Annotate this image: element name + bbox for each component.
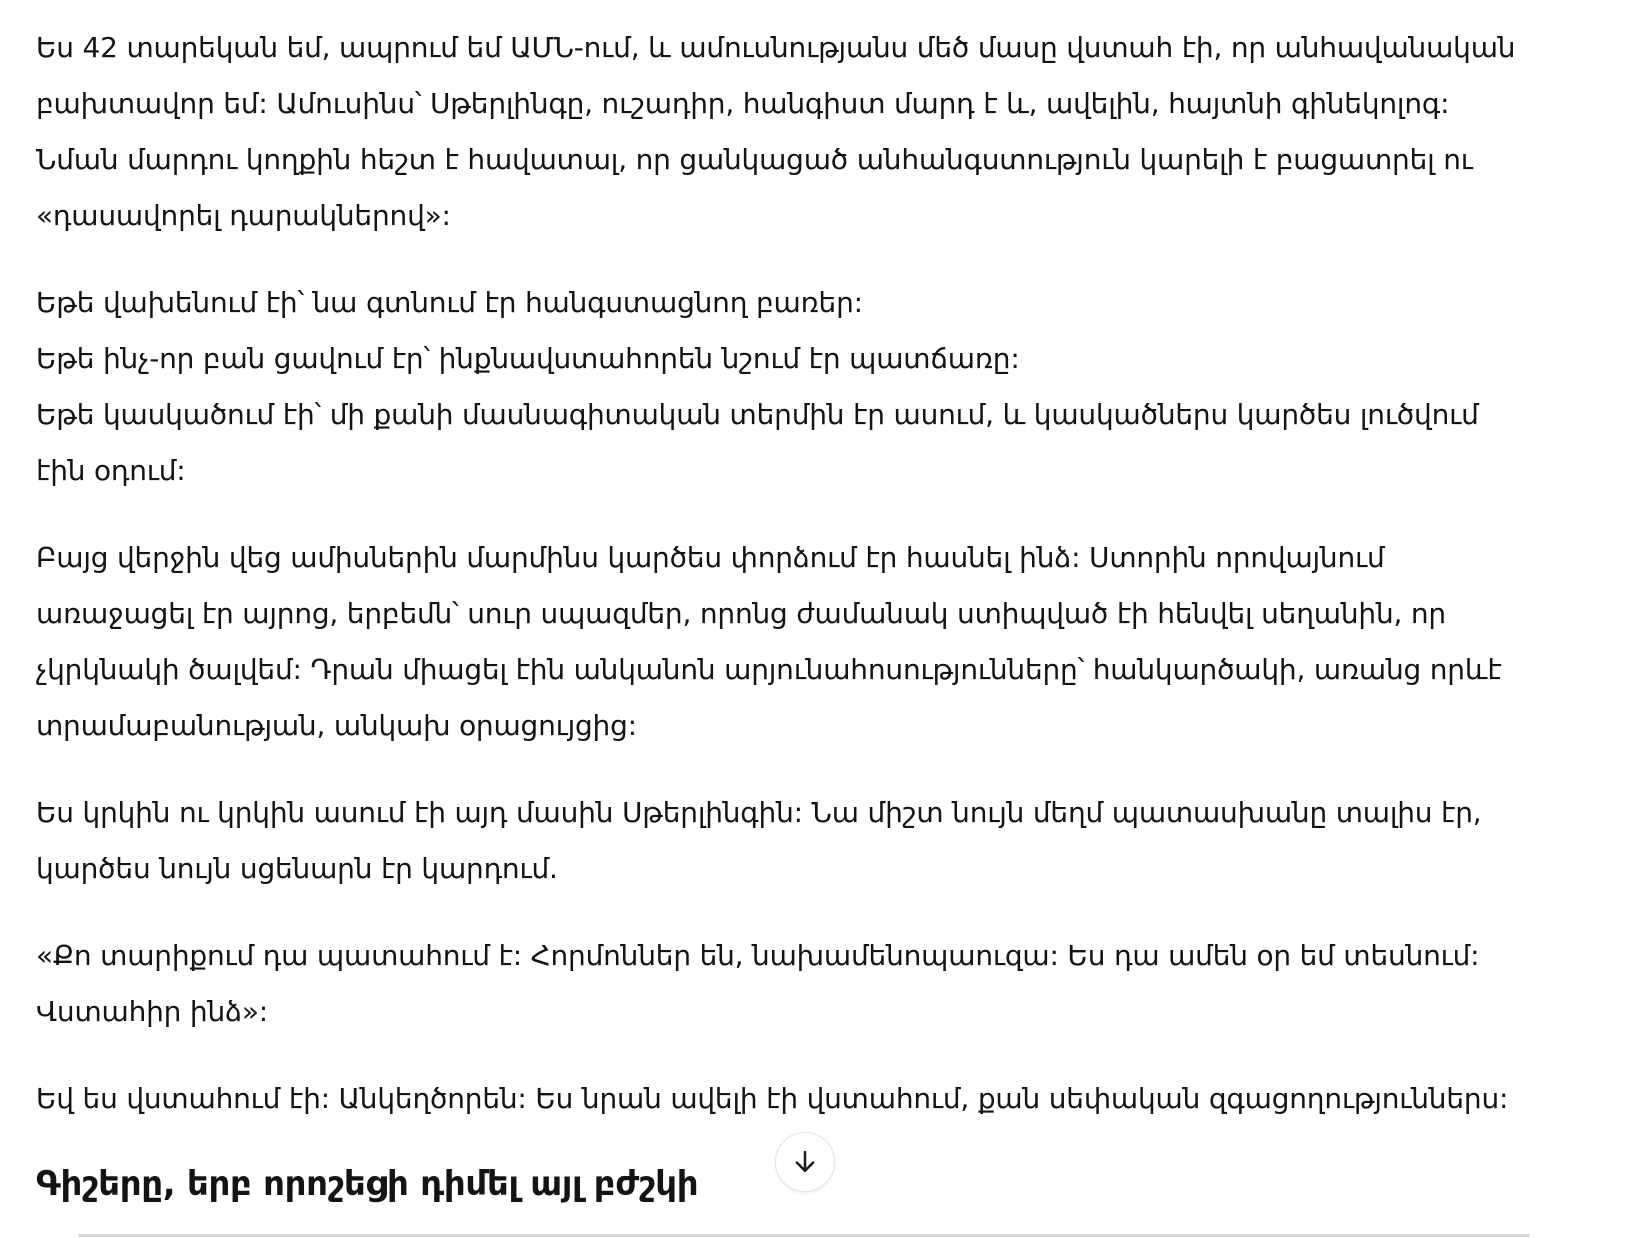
paragraph-5 bbox=[36, 928, 1616, 1040]
text-line: Եթե կասկածում էի՝ մի քանի մասնագիտական տերմին էր ասում, և կասկածներս կարծես լուծվում bbox=[36, 398, 1479, 431]
text-line: Ես կրկին ու կրկին ասում էի այդ մասին Սթերլինգին: Նա միշտ նույն մեղմ պատասխանը տալիս էր, bbox=[36, 796, 1482, 829]
text-line: բախտավոր եմ: Ամուսինս՝ Սթերլինգը, ուշադիր, հանգիստ մարդ է և, ավելին, հայտնի գինեկոլոգ: bbox=[36, 87, 1450, 120]
scroll-to-bottom-button[interactable] bbox=[775, 1132, 835, 1192]
text-line: էին օդում: bbox=[36, 454, 186, 487]
section-heading: Գիշերը, երբ որոշեցի դիմել այլ բժշկի bbox=[36, 1164, 699, 1204]
paragraph-6 bbox=[36, 1071, 1616, 1127]
text-line: «դասավորել դարակներով»: bbox=[36, 199, 451, 232]
text-line: Նման մարդու կողքին հեշտ է հավատալ, որ ցանկացած անհանգստություն կարելի է բացատրել ու bbox=[36, 143, 1473, 176]
composer-top-edge bbox=[78, 1234, 1530, 1237]
text-line: Եթե վախենում էի՝ նա գտնում էր հանգստացնող բառեր: bbox=[36, 286, 863, 319]
text-line: Վստահիր ինձ»: bbox=[36, 995, 268, 1028]
text-line: առաջացել էր այրոց, երբեմն՝ սուր սպազմեր, որոնց ժամանակ ստիպված էի հենվել սեղանին, որ bbox=[36, 597, 1446, 630]
paragraph-3 bbox=[36, 530, 1616, 754]
text-line: Եթե ինչ-որ բան ցավում էր՝ ինքնավստահորեն նշում էր պատճառը: bbox=[36, 342, 1020, 375]
article-body bbox=[36, 20, 1616, 1158]
paragraph-2 bbox=[36, 275, 1616, 499]
text-line: Ես 42 տարեկան եմ, ապրում եմ ԱՄՆ-ում, և ամուսնությանս մեծ մասը վստահ էի, որ անհավանական bbox=[36, 31, 1516, 64]
arrow-down-icon bbox=[790, 1147, 820, 1177]
paragraph-1 bbox=[36, 20, 1616, 244]
text-line: չկրկնակի ծալվեմ: Դրան միացել էին անկանոն արյունահոսությունները՝ հանկարծակի, առանց որևէ bbox=[36, 653, 1502, 686]
paragraph-4 bbox=[36, 785, 1616, 897]
text-line: Բայց վերջին վեց ամիսներին մարմինս կարծես փորձում էր հասնել ինձ: Ստորին որովայնում bbox=[36, 541, 1385, 574]
text-line: տրամաբանության, անկախ օրացույցից: bbox=[36, 709, 637, 742]
text-line: Եվ ես վստահում էի: Անկեղծորեն: Ես նրան ավելի էի վստահում, քան սեփական զգացողություններս: bbox=[36, 1082, 1509, 1115]
text-line: կարծես նույն սցենարն էր կարդում. bbox=[36, 852, 558, 885]
text-line: «Քո տարիքում դա պատահում է: Հորմոններ են, նախամենոպաուզա: Ես դա ամեն օր եմ տեսնում: bbox=[36, 939, 1480, 972]
